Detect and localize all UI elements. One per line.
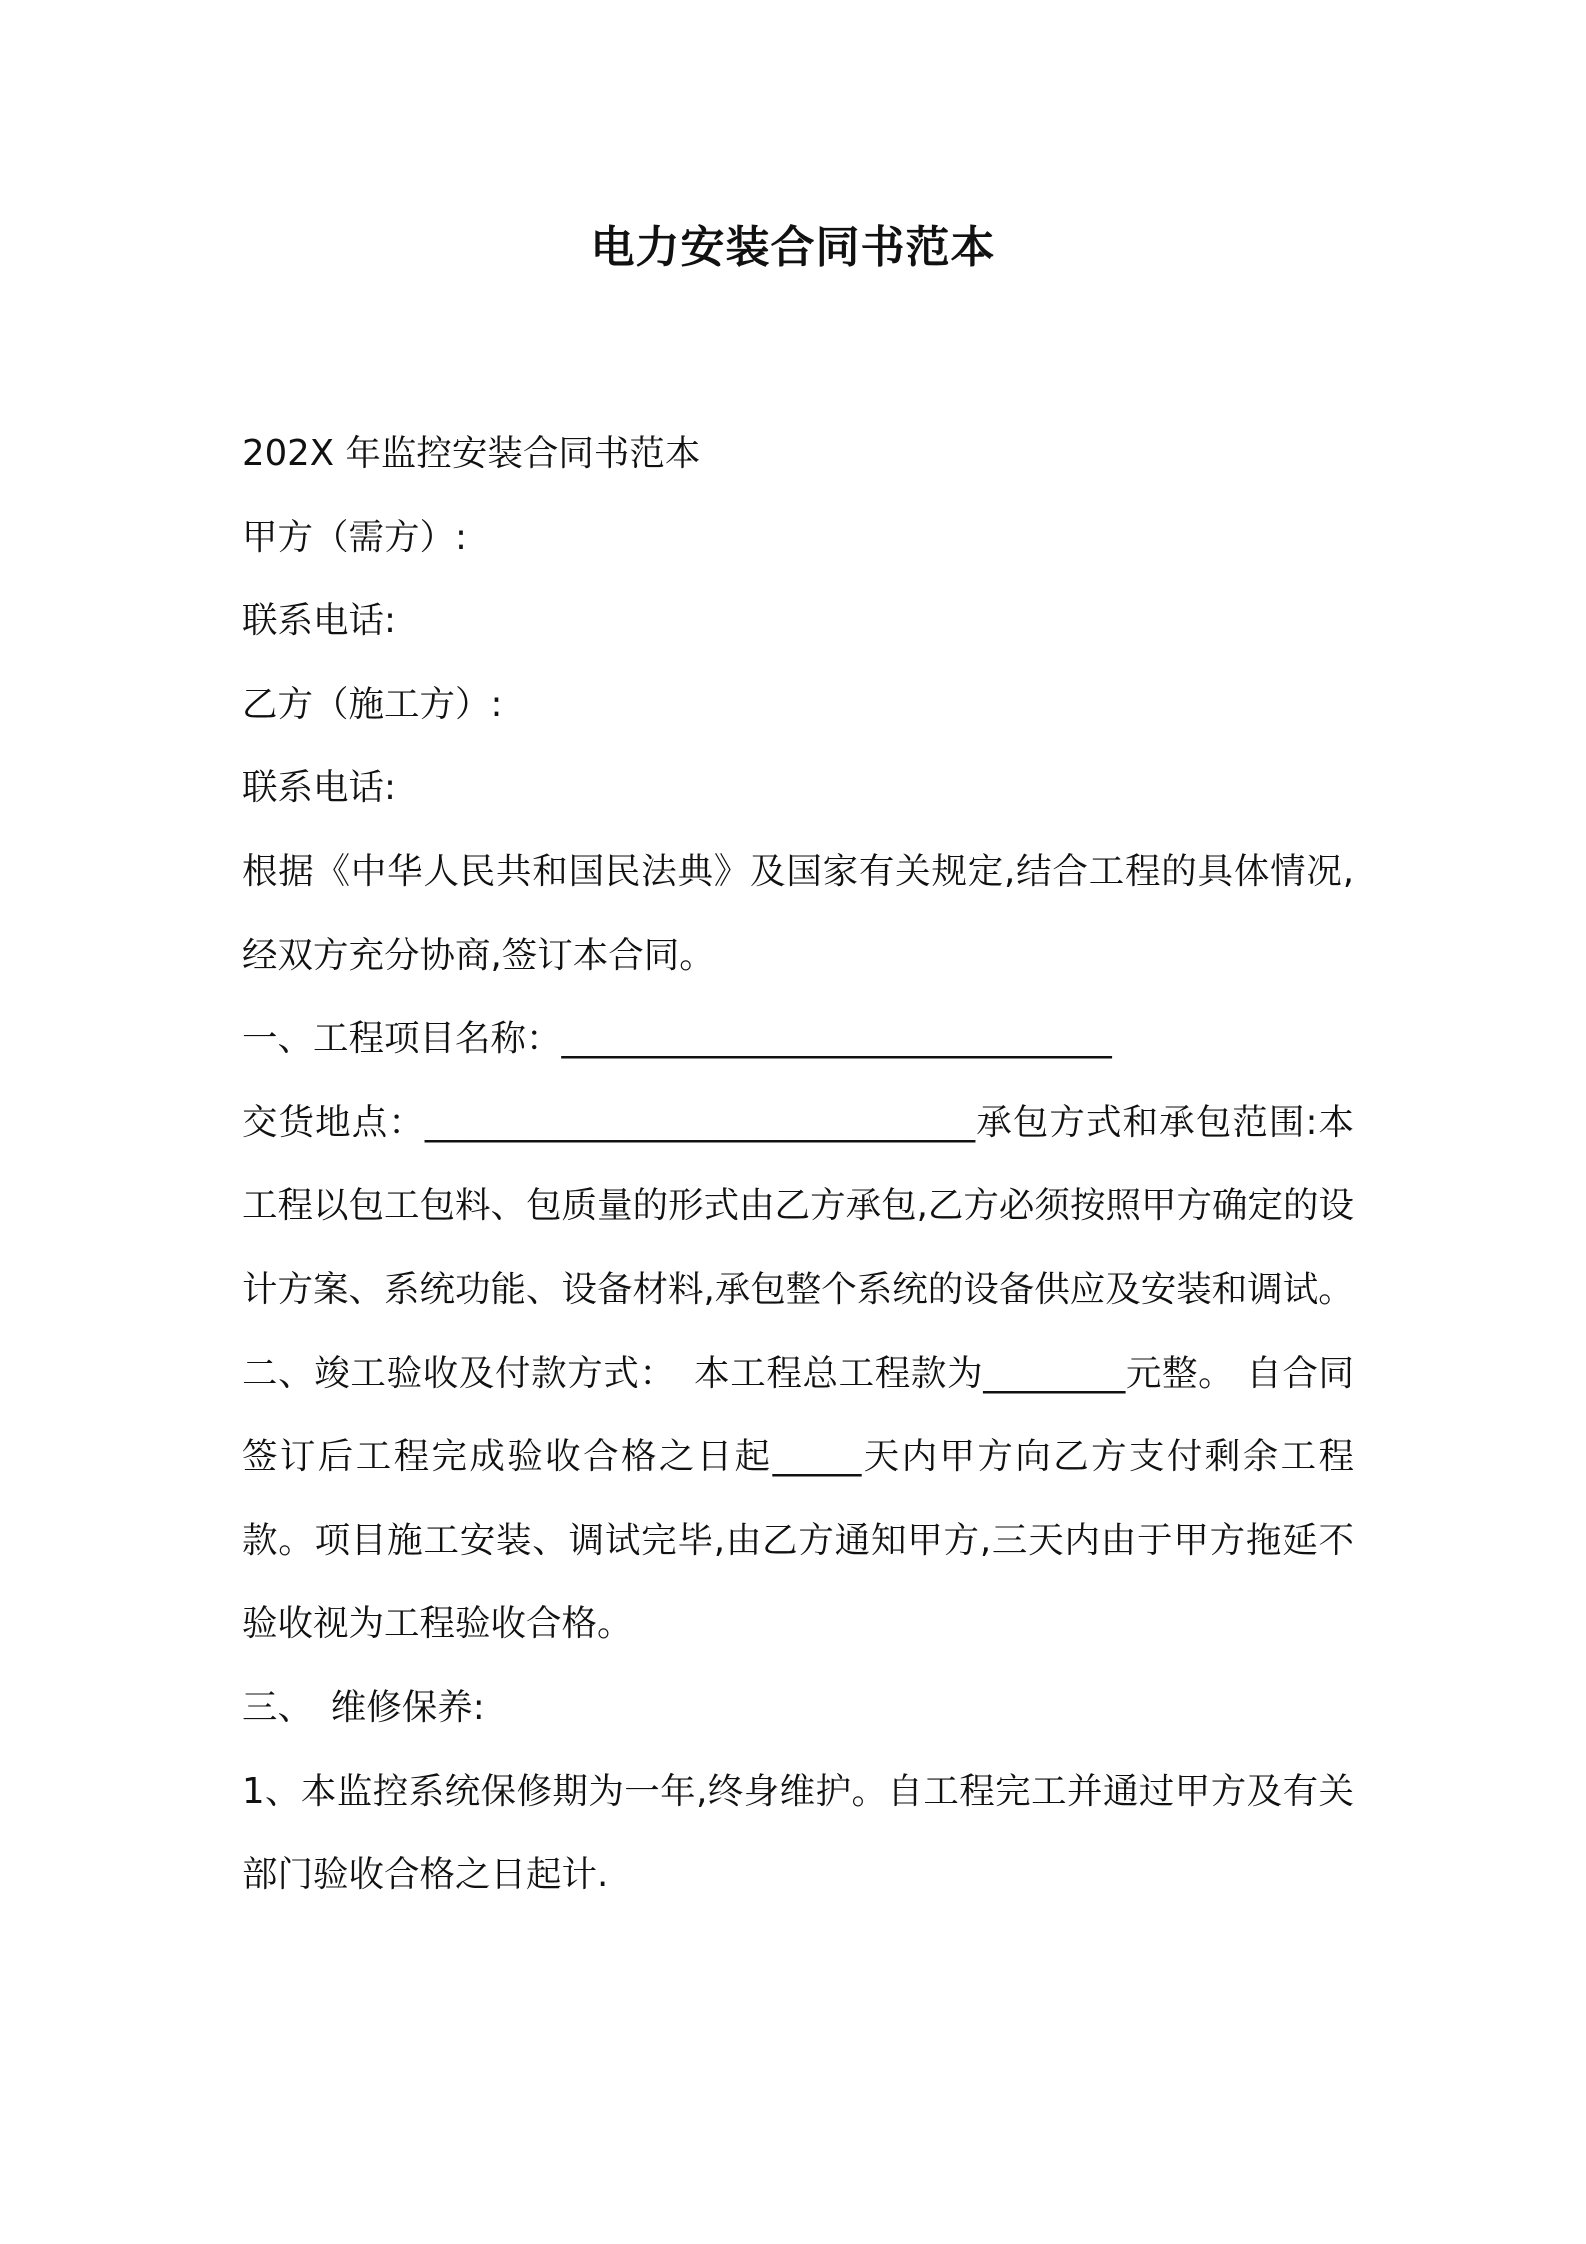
paragraph-delivery-scope: 交货地点：_______________________________承包方式和承包范围:本工程以包工包料、包质量的形式由乙方承包,乙方必须按照甲方确定的设计方案、系统功能、设备材料,承包整个系统的设备供应及安装和调试。	[242, 1101, 1354, 1310]
paragraph-preamble: 根据《中华人民共和国民法典》及国家有关规定,结合工程的具体情况,经双方充分协商,签订本合同。	[242, 850, 1354, 976]
paragraph-acceptance-payment: 二、竣工验收及付款方式： 本工程总工程款为________元整。 自合同签订后工程完成验收合格之日起_____天内甲方向乙方支付剩余工程款。项目施工安装、调试完毕,由乙方通知甲方,三天内由于甲方拖延不验收视为工程验收合格。	[242, 1352, 1354, 1645]
paragraph-party-b-phone: 联系电话:	[242, 767, 396, 809]
paragraph-party-a-phone: 联系电话:	[242, 600, 396, 642]
paragraph-project-name: 一、工程项目名称：_______________________________	[242, 1018, 1112, 1060]
paragraph-subtitle: 202X 年监控安装合同书范本	[242, 433, 701, 474]
paragraph-warranty: 1、本监控系统保修期为一年,终身维护。自工程完工并通过甲方及有关部门验收合格之日起计.	[242, 1770, 1354, 1896]
document-body	[242, 412, 1354, 1917]
paragraph-party-a: 甲方（需方）:	[242, 516, 467, 558]
paragraph-party-b: 乙方（施工方）:	[242, 683, 503, 725]
paragraph-maintenance-heading: 三、 维修保养:	[242, 1686, 485, 1728]
document-title: 电力安装合同书范本	[590, 222, 996, 273]
